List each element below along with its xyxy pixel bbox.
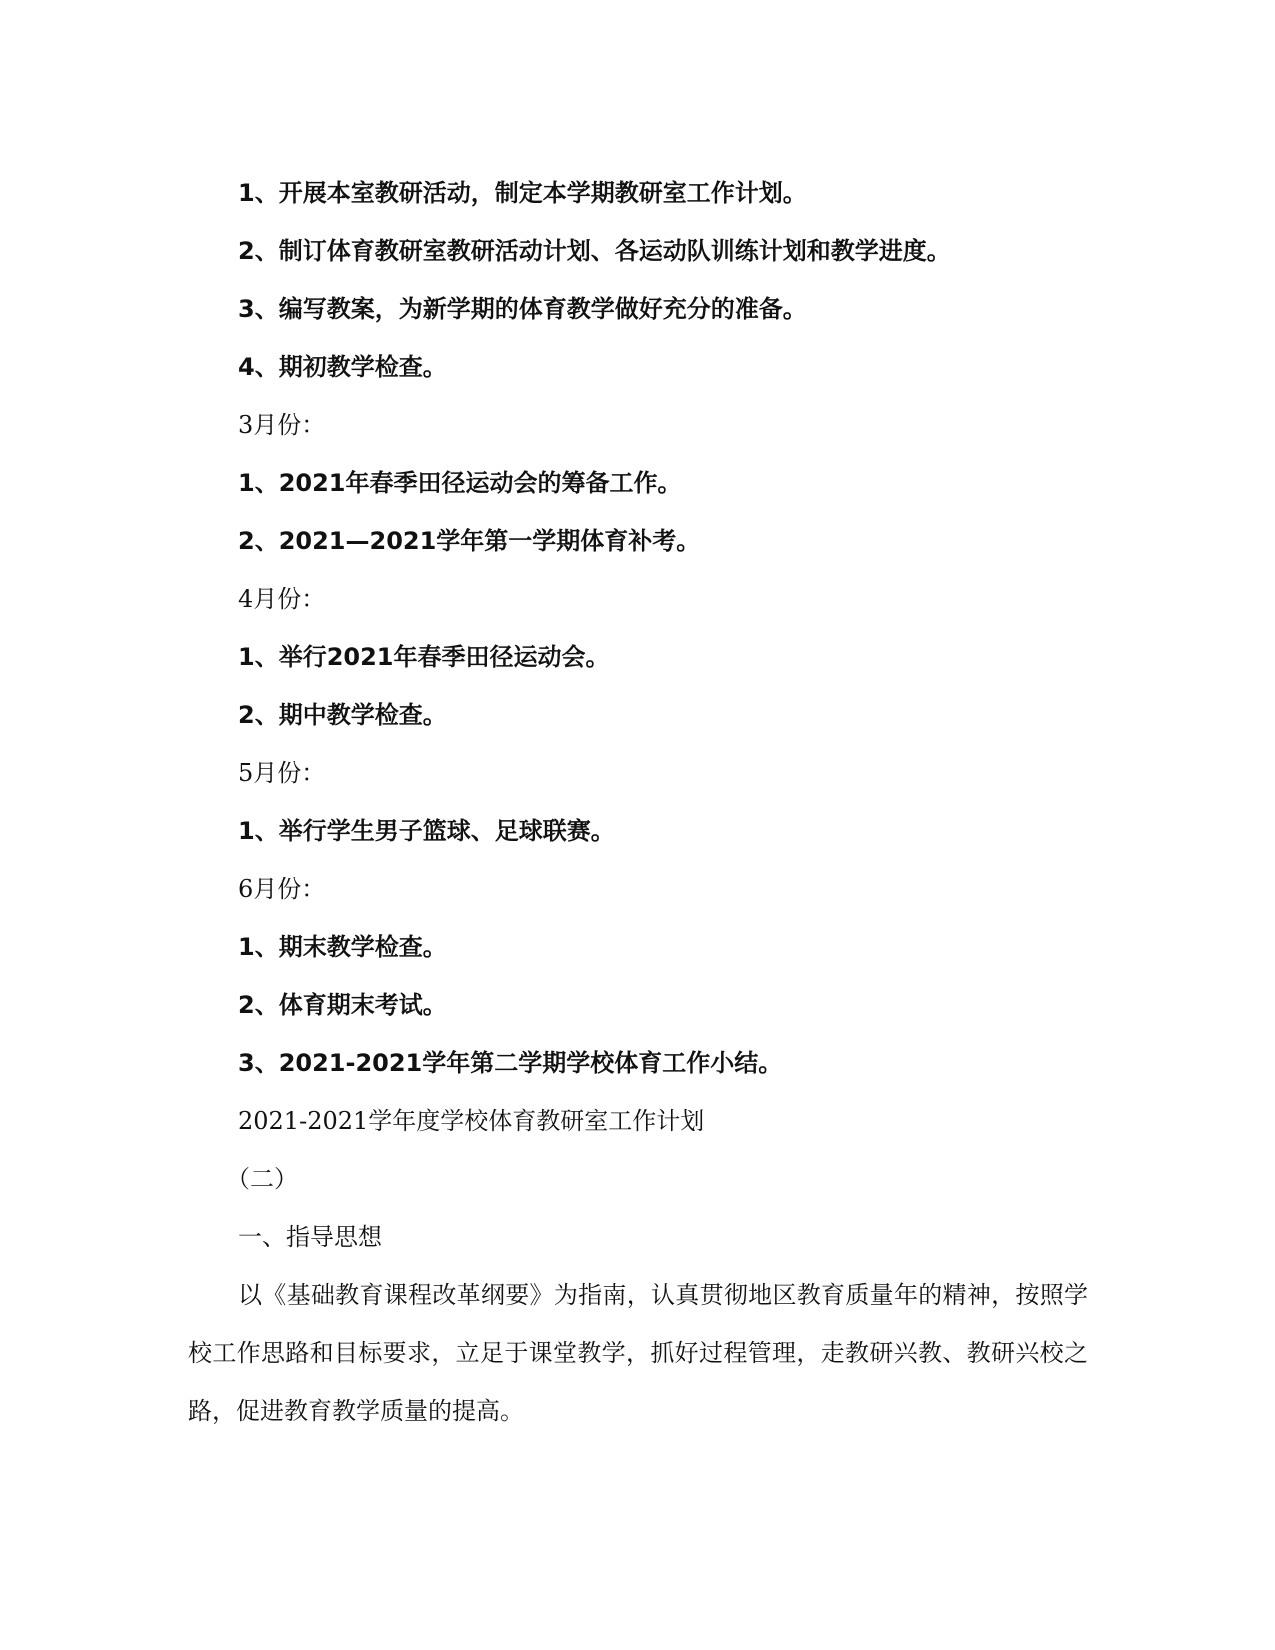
june-item-2: 2、体育期末考试。 <box>238 991 447 1019</box>
june-item-3: 3、2021-2021学年第二学期学校体育工作小结。 <box>238 1049 783 1077</box>
april-item-2: 2、期中教学检查。 <box>238 701 447 729</box>
june-item-1: 1、期末教学检查。 <box>238 933 447 961</box>
april-item-1: 1、举行2021年春季田径运动会。 <box>238 643 610 671</box>
guiding-ideology-paragraph: 以《基础教育课程改革纲要》为指南，认真贯彻地区教育质量年的精神，按照学校工作思路和目标要求，立足于课堂教学，抓好过程管理，走教研兴教、教研兴校之路，促进教育教学质量的提高。 <box>188 1281 1088 1425</box>
task-line-2: 2、制订体育教研室教研活动计划、各运动队训练计划和教学进度。 <box>238 237 951 265</box>
guiding-ideology-heading: 一、指导思想 <box>238 1223 382 1251</box>
task-line-4: 4、期初教学检查。 <box>238 353 447 381</box>
task-line-1: 1、开展本室教研活动，制定本学期教研室工作计划。 <box>238 179 807 207</box>
task-line-3: 3、编写教案，为新学期的体育教学做好充分的准备。 <box>238 295 807 323</box>
month-heading-may: 5月份： <box>238 759 326 787</box>
section-number: （二） <box>226 1165 298 1193</box>
march-item-2: 2、2021—2021学年第一学期体育补考。 <box>238 527 701 555</box>
march-item-1: 1、2021年春季田径运动会的筹备工作。 <box>238 469 682 497</box>
month-heading-april: 4月份： <box>238 585 326 613</box>
month-heading-march: 3月份： <box>238 411 326 439</box>
may-item-1: 1、举行学生男子篮球、足球联赛。 <box>238 817 615 845</box>
section-title: 2021-2021学年度学校体育教研室工作计划 <box>238 1107 705 1135</box>
month-heading-june: 6月份： <box>238 875 326 903</box>
